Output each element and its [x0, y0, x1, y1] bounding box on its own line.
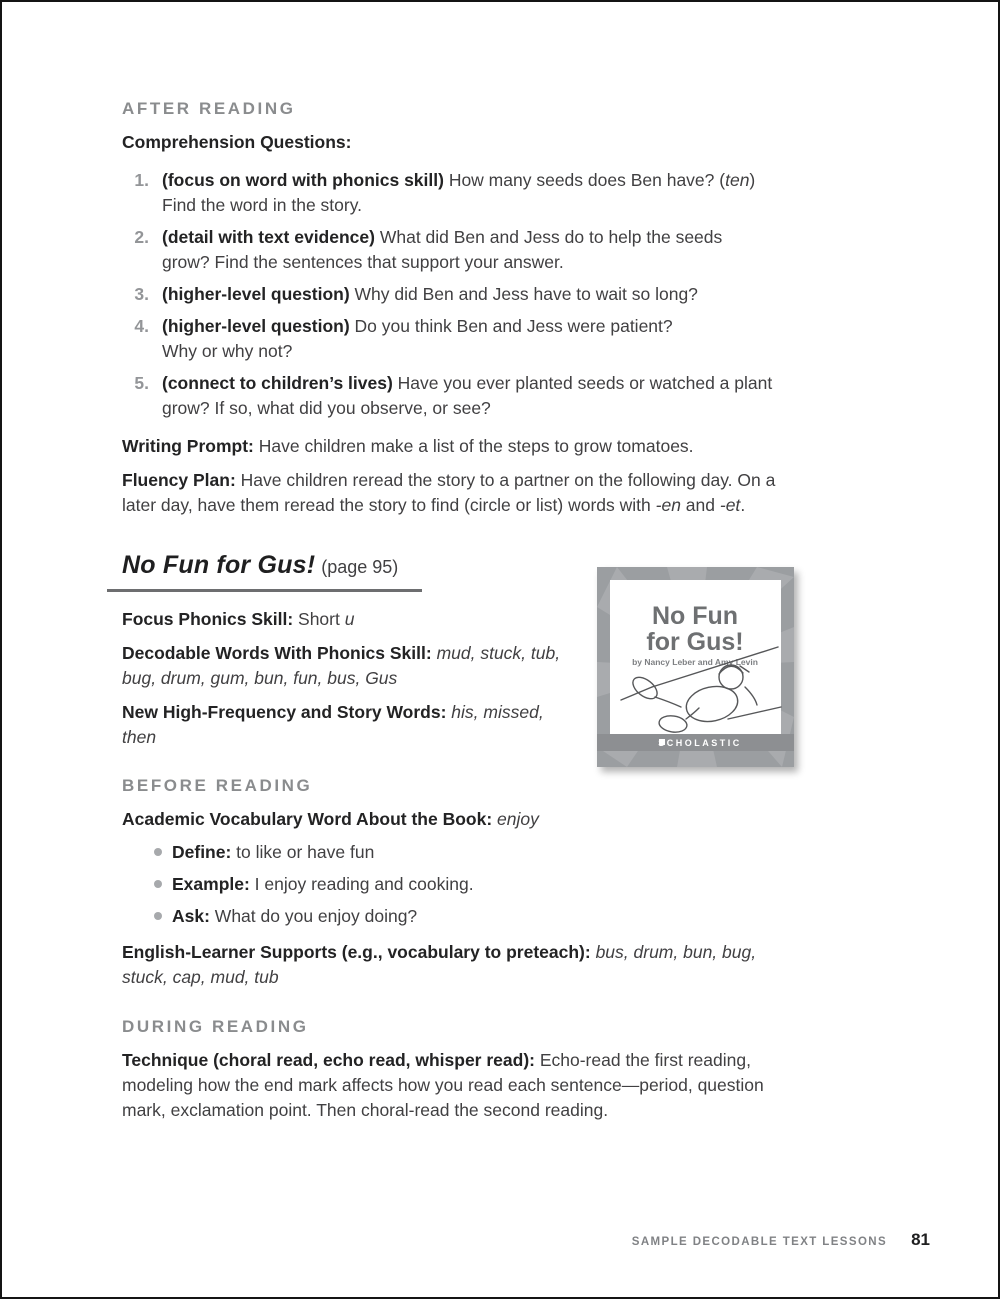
technique-paragraph: Technique (choral read, echo read, whisper read): Echo-read the first reading, modeling how the end mark affects how you read each sentence—period, question mark, exclamation point. Then choral-read the second reading. — [122, 1050, 764, 1120]
book-title-text: No Fun for Gus! — [122, 551, 316, 579]
bullet-icon — [154, 848, 162, 856]
question-number: 4. — [134, 316, 149, 336]
page-number: 81 — [911, 1230, 930, 1249]
bullet-example — [122, 872, 788, 897]
lesson-info-columns — [122, 602, 788, 750]
writing-prompt: Writing Prompt: Have children make a list of the steps to grow tomatoes. — [122, 436, 694, 456]
bullet-icon — [154, 880, 162, 888]
academic-vocabulary: Academic Vocabulary Word About the Book: enjoy — [122, 809, 539, 829]
question-number: 1. — [134, 170, 149, 190]
during-reading-section — [122, 1017, 788, 1123]
question-item-4 — [122, 314, 788, 364]
lesson-info — [122, 607, 577, 750]
question-number: 2. — [134, 227, 149, 247]
book-cover-art — [597, 567, 794, 767]
cover-title-line1: No Fun — [651, 602, 739, 630]
comprehension-questions-label: Comprehension Questions: — [122, 132, 352, 152]
after-reading-heading: AFTER READING — [122, 99, 296, 118]
footer-section-label: SAMPLE DECODABLE TEXT LESSONS — [631, 1236, 888, 1248]
during-reading-heading: DURING READING — [122, 1017, 309, 1036]
question-item-1 — [122, 168, 788, 218]
bullet-text: Define: to like or have fun — [172, 842, 375, 862]
before-reading-section — [122, 776, 788, 990]
question-number: 3. — [134, 284, 149, 304]
bullet-text: Ask: What do you enjoy doing? — [172, 906, 418, 926]
question-number: 5. — [134, 373, 149, 393]
question-text: (focus on word with phonics skill) How many seeds does Ben have? (ten) Find the word in the story. — [162, 170, 756, 215]
bullet-ask — [122, 904, 788, 929]
title-underline — [107, 589, 422, 592]
cover-publisher: SCHOLASTIC — [658, 738, 742, 748]
cover-byline: by Nancy Leber and Amy Levin — [632, 657, 758, 667]
fluency-plan: Fluency Plan: Have children reread the story to a partner on the following day. On a later day, have them reread the story to find (circle or list) words with -en and -et. — [122, 470, 776, 515]
new-high-frequency-words: New High-Frequency and Story Words: his, missed, then — [122, 702, 544, 747]
page-footer — [632, 1227, 930, 1255]
book-cover-image — [597, 567, 794, 767]
question-item-2 — [122, 225, 788, 275]
question-item-5 — [122, 371, 788, 421]
focus-phonics-skill: Focus Phonics Skill: Short u — [122, 609, 355, 629]
vocabulary-bullet-list — [122, 840, 788, 929]
after-reading-section — [122, 99, 788, 518]
bullet-icon — [154, 912, 162, 920]
decodable-words: Decodable Words With Phonics Skill: mud, stuck, tub, bug, drum, gum, bun, fun, bus, Gus — [122, 643, 561, 688]
question-text: (higher-level question) Do you think Ben and Jess were patient? Why or why not? — [162, 316, 673, 361]
bullet-text: Example: I enjoy reading and cooking. — [172, 874, 474, 894]
lesson-page — [2, 2, 998, 1297]
comprehension-question-list — [122, 168, 788, 421]
question-text: (connect to children’s lives) Have you ever planted seeds or watched a plant grow? If so, what did you observe, or see? — [162, 373, 773, 418]
before-reading-heading: BEFORE READING — [122, 776, 313, 795]
english-learner-supports: English-Learner Supports (e.g., vocabulary to preteach): bus, drum, bun, bug, stuck, cap, mud, tub — [122, 942, 757, 987]
bullet-define — [122, 840, 788, 865]
no-fun-for-gus-section — [122, 551, 788, 750]
question-text: (detail with text evidence) What did Ben and Jess do to help the seeds grow? Find the sentences that support your answer. — [162, 227, 723, 272]
question-item-3 — [122, 282, 788, 307]
question-text: (higher-level question) Why did Ben and Jess have to wait so long? — [162, 284, 698, 304]
page-reference: (page 95) — [321, 557, 399, 577]
cover-title-line2: for Gus! — [646, 628, 744, 656]
